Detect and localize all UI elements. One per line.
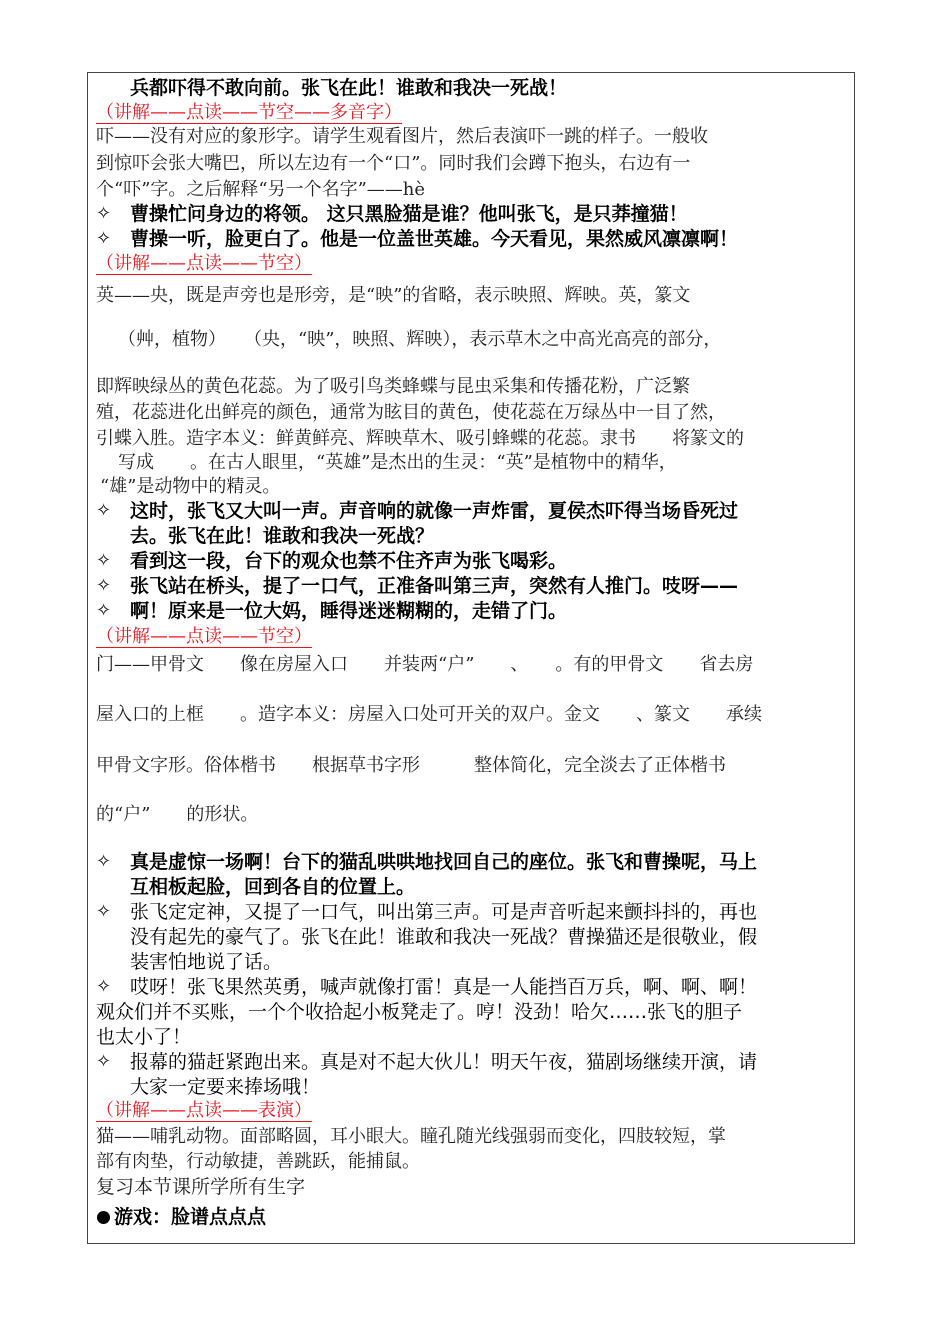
story-line: 哎呀！张飞果然英勇，喊声就像打雷！真是一人能挡百万兵，啊、啊、啊！ [130, 976, 758, 998]
story-line: 啊！原来是一位大妈，睡得迷迷糊糊的，走错了门。 [130, 600, 568, 622]
story-line: 这时，张飞又大叫一声。声音响的就像一声炸雷，夏侯杰吓得当场昏死过 [130, 500, 739, 522]
char-note-line: “雄”是动物中的精灵。 [100, 476, 281, 497]
story-line: 观众们并不买账，一个个收拾起小板凳走了。哼！没劲！哈欠……张飞的胆子 [96, 1001, 743, 1023]
teaching-step-tag: （讲解——点读——节空） [96, 253, 312, 274]
char-note-line: 甲骨文字形。俗体楷书 根据草书字形 整体简化，完全淡去了正体楷书 [96, 755, 726, 776]
char-note-line: 个“吓”字。之后解释“另一个名字”——hè [96, 179, 426, 200]
diamond-bullet-icon: ✧ [96, 550, 112, 571]
diamond-bullet-icon: ✧ [96, 500, 112, 521]
story-line: 曹操一听，脸更白了。他是一位盖世英雄。今天看见，果然威风凛凛啊！ [130, 228, 739, 250]
review-note: 复习本节课所学所有生字 [96, 1176, 306, 1198]
char-note-line: 英——央，既是声旁也是形旁，是“映”的省略，表示映照、辉映。英，篆文 [96, 285, 691, 306]
story-line: 真是虚惊一场啊！台下的猫乱哄哄地找回自己的座位。张飞和曹操呢，马上 [130, 851, 758, 873]
story-line: 张飞站在桥头，提了一口气，正准备叫第三声，突然有人推门。吱呀—— [130, 575, 739, 597]
char-note-line: 殖，花蕊进化出鲜亮的颜色，通常为眩目的黄色，使花蕊在万绿丛中一目了然， [96, 402, 726, 423]
diamond-bullet-icon: ✧ [96, 203, 112, 224]
diamond-bullet-icon: ✧ [96, 575, 112, 596]
char-note-line: 部有肉垫，行动敏捷，善跳跃，能捕鼠。 [96, 1151, 420, 1172]
diamond-bullet-icon: ✧ [96, 851, 112, 872]
story-line: 装害怕地说了话。 [130, 951, 283, 973]
story-line: 互相板起脸，回到各自的位置上。 [130, 876, 416, 898]
diamond-bullet-icon: ✧ [96, 600, 112, 621]
teaching-step-tag: （讲解——点读——节空） [96, 626, 312, 647]
diamond-bullet-icon: ✧ [96, 228, 112, 249]
story-line: 看到这一段，台下的观众也禁不住齐声为张飞喝彩。 [130, 550, 568, 572]
game-activity-heading: 游戏：脸谱点点点 [114, 1206, 267, 1228]
char-note-line: 猫——哺乳动物。面部略圆，耳小眼大。瞳孔随光线强弱而变化，四肢较短，掌 [96, 1126, 726, 1147]
story-line: 大家一定要来捧场哦！ [130, 1076, 321, 1098]
story-line: 没有起先的豪气了。张飞在此！谁敢和我决一死战？曹操猫还是很敬业，假 [130, 926, 758, 948]
char-note-line: （艸，植物） （央，“映”，映照、辉映），表示草木之中高光高亮的部分， [118, 329, 722, 350]
teaching-step-tag: （讲解——点读——表演） [96, 1100, 312, 1121]
char-note-line: 即辉映绿丛的黄色花蕊。为了吸引鸟类蜂蝶与昆虫采集和传播花粉，广泛繁 [96, 376, 690, 397]
black-dot-icon [97, 1211, 110, 1224]
diamond-bullet-icon: ✧ [96, 976, 112, 997]
char-note-line: 的“户” 的形状。 [96, 804, 259, 825]
diamond-bullet-icon: ✧ [96, 901, 112, 922]
story-line: 报幕的猫赶紧跑出来。真是对不起大伙儿！明天午夜，猫剧场继续开演，请 [130, 1051, 758, 1073]
char-note-line: 到惊吓会张大嘴巴，所以左边有一个“口”。同时我们会蹲下抱头，右边有一 [96, 153, 691, 174]
story-line: 张飞定定神，又提了一口气，叫出第三声。可是声音听起来颤抖抖的，再也 [130, 901, 758, 923]
story-line: 去。张飞在此！谁敢和我决一死战？ [130, 525, 435, 547]
story-line: 兵都吓得不敢向前。张飞在此！谁敢和我决一死战！ [130, 77, 568, 99]
story-line: 也太小了！ [96, 1026, 192, 1048]
teaching-step-tag: （讲解——点读——节空——多音字） [96, 102, 402, 123]
char-note-line: 吓——没有对应的象形字。请学生观看图片，然后表演吓一跳的样子。一般收 [96, 126, 708, 147]
char-note-line: 写成 。在古人眼里，“英雄”是杰出的生灵：“英”是植物中的精华， [118, 452, 677, 473]
char-note-line: 引蝶入胜。造字本义：鲜黄鲜亮、辉映草木、吸引蜂蝶的花蕊。隶书 将篆文的 [96, 428, 744, 449]
char-note-line: 门——甲骨文 像在房屋入口 并装两“户” 、 。有的甲骨文 省去房 [96, 654, 754, 675]
diamond-bullet-icon: ✧ [96, 1051, 112, 1072]
story-line: 曹操忙问身边的将领。 这只黑脸猫是谁？他叫张飞，是只莽撞猫！ [130, 203, 688, 225]
char-note-line: 屋入口的上框 。造字本义：房屋入口处可开关的双户。金文 、篆文 承续 [96, 704, 762, 725]
